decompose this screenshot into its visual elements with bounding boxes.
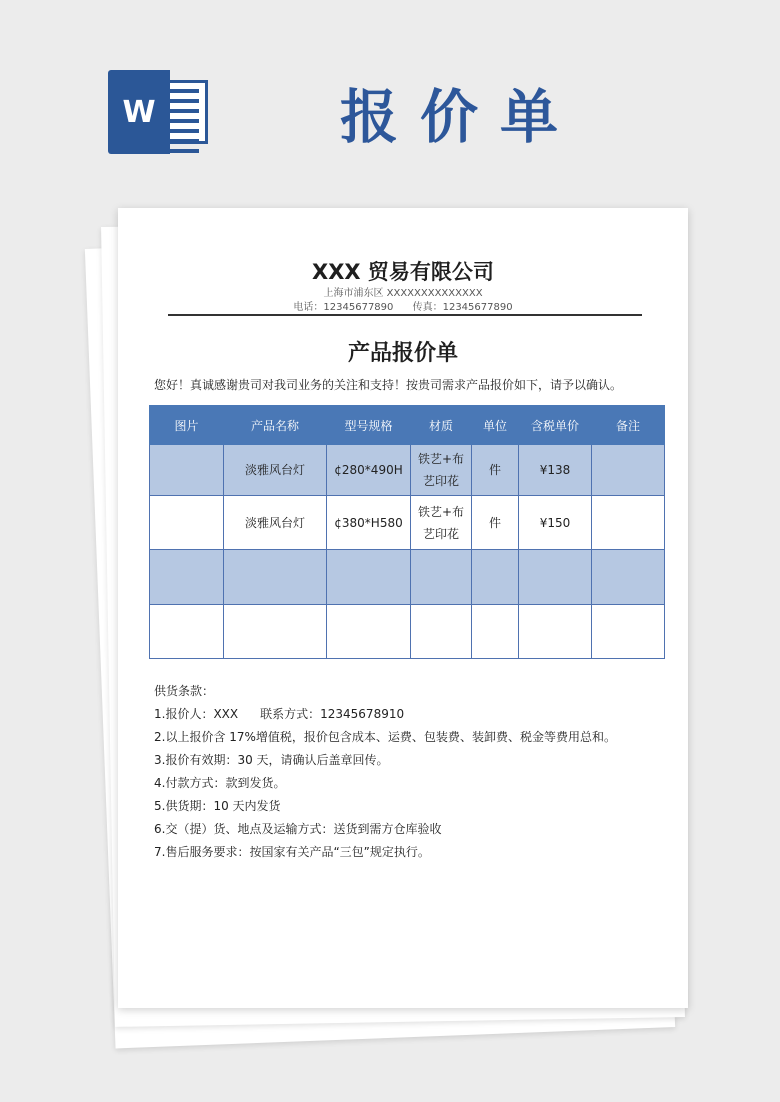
word-icon bbox=[108, 70, 208, 154]
cell-material bbox=[411, 605, 472, 659]
cell-image bbox=[150, 550, 224, 605]
supply-terms bbox=[154, 680, 664, 864]
col-header-remarks: 备注 bbox=[592, 406, 665, 445]
terms-item: 6.交（提）货、地点及运输方式：送货到需方仓库验收 bbox=[154, 822, 442, 836]
cell-remarks bbox=[592, 445, 665, 496]
cell-unit bbox=[472, 550, 519, 605]
terms-item: 3.报价有效期：30 天，请确认后盖章回传。 bbox=[154, 753, 389, 767]
cell-product-name bbox=[224, 605, 327, 659]
cell-product-name: 淡雅风台灯 bbox=[224, 445, 327, 496]
table-row bbox=[150, 445, 665, 496]
banner bbox=[0, 0, 780, 175]
cell-model-spec: ¢380*H580 bbox=[327, 496, 411, 550]
table-row bbox=[150, 496, 665, 550]
col-header-material: 材质 bbox=[411, 406, 472, 445]
terms-heading: 供货条款： bbox=[154, 684, 215, 698]
cell-unit-price bbox=[519, 605, 592, 659]
cell-model-spec: ¢280*490H bbox=[327, 445, 411, 496]
company-contacts bbox=[118, 298, 688, 313]
col-header-model-spec: 型号规格 bbox=[327, 406, 411, 445]
word-icon-tile: W bbox=[108, 70, 170, 154]
col-header-unit-price: 含税单价 bbox=[519, 406, 592, 445]
cell-unit-price: ¥138 bbox=[519, 445, 592, 496]
terms-item: 4.付款方式：款到发货。 bbox=[154, 776, 286, 790]
document-title: 产品报价单 bbox=[347, 341, 458, 366]
col-header-unit: 单位 bbox=[472, 406, 519, 445]
cell-remarks bbox=[592, 605, 665, 659]
quote-table bbox=[149, 405, 665, 659]
cell-product-name bbox=[224, 550, 327, 605]
cell-unit: 件 bbox=[472, 445, 519, 496]
table-header-row bbox=[150, 406, 665, 445]
cell-remarks bbox=[592, 550, 665, 605]
terms-item: 7.售后服务要求：按国家有关产品“三包”规定执行。 bbox=[154, 845, 430, 859]
terms-contact: 联系方式：12345678910 bbox=[260, 707, 405, 721]
cell-unit-price bbox=[519, 550, 592, 605]
cell-material bbox=[411, 550, 472, 605]
cell-image bbox=[150, 496, 224, 550]
terms-item: 2.以上报价含 17%增值税，报价包含成本、运费、包装费、装卸费、税金等费用总和。 bbox=[154, 730, 616, 744]
cell-unit-price: ¥150 bbox=[519, 496, 592, 550]
cell-material: 铁艺+布艺印花 bbox=[411, 496, 472, 550]
company-name: XXX 贸易有限公司 bbox=[312, 260, 494, 284]
company-phone: 电话：12345677890 bbox=[293, 302, 394, 313]
table-row bbox=[150, 550, 665, 605]
col-header-image: 图片 bbox=[150, 406, 224, 445]
table-row bbox=[150, 605, 665, 659]
header-divider bbox=[168, 314, 642, 316]
cell-remarks bbox=[592, 496, 665, 550]
quote-document bbox=[118, 208, 688, 1008]
terms-quoter: 1.报价人：XXX bbox=[154, 707, 239, 721]
cell-image bbox=[150, 605, 224, 659]
banner-title: 报价单 bbox=[339, 83, 580, 151]
company-fax: 传真：12345677890 bbox=[412, 302, 513, 313]
company-address: 上海市浦东区 XXXXXXXXXXXXXX bbox=[323, 288, 483, 299]
cell-unit: 件 bbox=[472, 496, 519, 550]
cell-model-spec bbox=[327, 550, 411, 605]
cell-unit bbox=[472, 605, 519, 659]
col-header-product-name: 产品名称 bbox=[224, 406, 327, 445]
greeting-text: 您好！真诚感谢贵司对我司业务的关注和支持！按贵司需求产品报价如下，请予以确认。 bbox=[154, 378, 623, 392]
terms-item bbox=[154, 703, 664, 726]
terms-item: 5.供货期：10 天内发货 bbox=[154, 799, 281, 813]
cell-product-name: 淡雅风台灯 bbox=[224, 496, 327, 550]
cell-image bbox=[150, 445, 224, 496]
cell-model-spec bbox=[327, 605, 411, 659]
cell-material: 铁艺+布艺印花 bbox=[411, 445, 472, 496]
